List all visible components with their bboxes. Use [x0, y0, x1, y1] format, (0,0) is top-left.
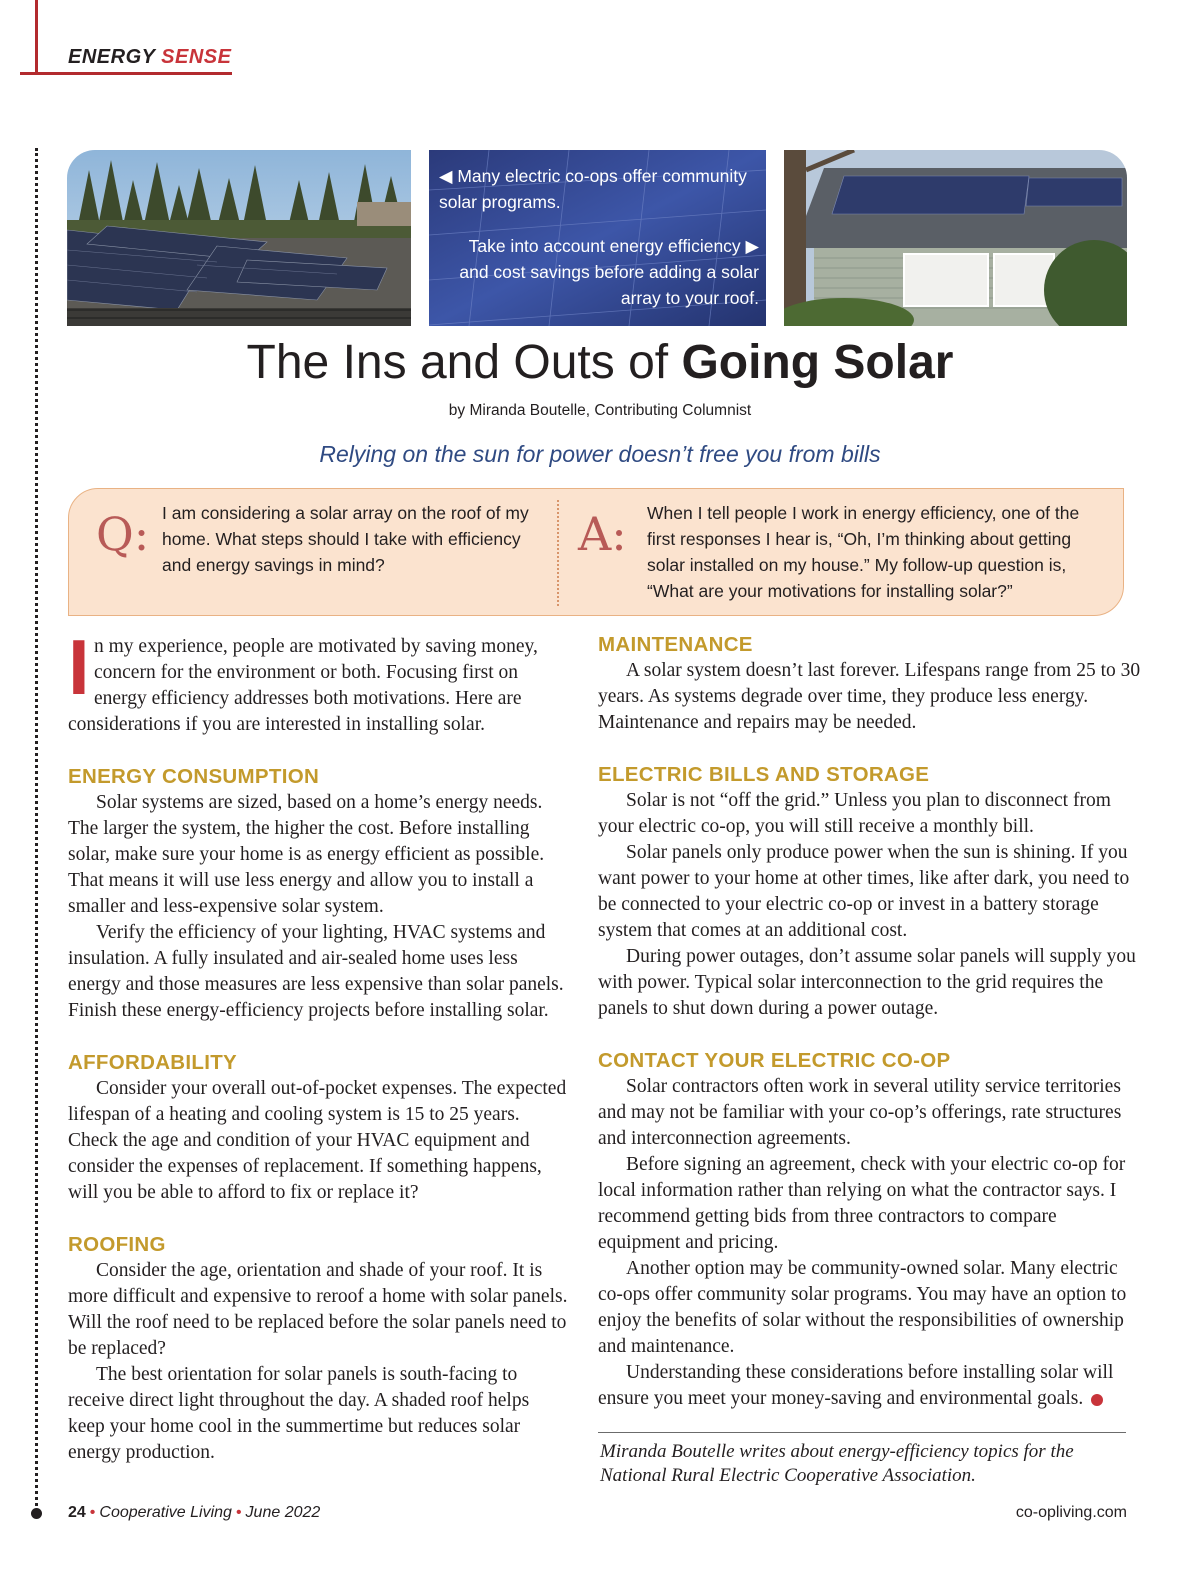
paragraph: Verify the efficiency of your lighting, HVAC systems and insulation. A fully insulated and air-sealed home uses less energy and those measures are less expensive than solar panels. Finish these energy-efficiency projects before installing solar.	[68, 922, 564, 1021]
page-number: 24	[68, 1504, 86, 1521]
section-label-b: SENSE	[161, 46, 232, 68]
section-label	[68, 46, 231, 69]
heading-energy-consumption: ENERGY CONSUMPTION	[68, 765, 320, 788]
paragraph: Consider your overall out-of-pocket expenses. The expected lifespan of a heating and cooling system is 15 to 25 years. Check the age and condition of your HVAC equipment and consider the expenses of replacement. If something happens, will you be able to afford to fix or replace it?	[68, 1078, 567, 1203]
heading-contact-coop: CONTACT YOUR ELECTRIC CO-OP	[598, 1049, 951, 1072]
title-bold: Going Solar	[681, 336, 954, 389]
paragraph: Another option may be community-owned solar. Many electric co-ops offer community solar programs. You may have an option to enjoy the benefits of solar without the responsibilities of ownership and maintenance.	[598, 1258, 1127, 1357]
answer-text: When I tell people I work in energy efficiency, one of the first responses I hear is, “Oh, I’m thinking about getting solar installed on my house.” My follow-up question is, “What are your motivations for installing solar?”	[647, 503, 1080, 601]
question-text: I am considering a solar array on the roof of my home. What steps should I take with efficiency and energy savings in mind?	[162, 503, 529, 575]
intro-paragraph	[68, 623, 568, 738]
final-paragraph-text: Understanding these considerations before installing solar will ensure you meet your money-saving and environmental goals.	[598, 1362, 1114, 1409]
header-rule-horizontal	[20, 72, 232, 75]
title-plain: The Ins and Outs of	[246, 336, 682, 389]
paragraph: During power outages, don’t assume solar panels will supply you with power. Typical solar interconnection to the grid requires the panels to shut down during a power outage.	[598, 946, 1136, 1019]
magazine-name: Cooperative Living	[99, 1504, 232, 1521]
final-paragraph	[598, 1360, 1143, 1412]
qa-divider	[557, 500, 559, 606]
body-column-left	[68, 623, 568, 1466]
article-title	[0, 335, 1200, 390]
header-rule-vertical	[35, 0, 38, 75]
paragraph: Solar systems are sized, based on a home’s energy needs. The larger the system, the higher the cost. Before installing solar, make sure your home is as energy efficient as possible. That means it will use less energy and allow you to install a smaller and less-expensive solar system.	[68, 792, 545, 917]
byline: by Miranda Boutelle, Contributing Columnist	[448, 402, 752, 419]
bio-rule	[598, 1432, 1126, 1433]
photo-house-roof	[784, 150, 1127, 326]
question-mark-label: Q:	[96, 507, 150, 561]
paragraph: Before signing an agreement, check with your electric co-op for local information rather than relying on what the contractor says. I recommend getting bids from three contractors to compare equipment and pricing.	[598, 1154, 1126, 1253]
paragraph: Consider the age, orientation and shade of your roof. It is more difficult and expensive to reroof a home with solar panels. Will the roof need to be replaced before the solar panels need to be replaced?	[68, 1260, 568, 1359]
footer-folio	[68, 1504, 320, 1522]
answer-mark-label: A:	[578, 507, 627, 561]
paragraph: The best orientation for solar panels is south-facing to receive direct light throughout the day. A shaded roof helps keep your home cool in the summertime but reduces solar energy production.	[68, 1364, 530, 1463]
section-label-a: ENERGY	[68, 46, 156, 68]
heading-bills-storage: ELECTRIC BILLS AND STORAGE	[598, 763, 930, 786]
heading-maintenance: MAINTENANCE	[598, 633, 753, 656]
intro-text: n my experience, people are motivated by saving money, concern for the environment or both. Focusing first on energy efficiency addresses both motivations. Here are considerations if you are interested in installing solar.	[68, 636, 538, 735]
footer-separator: •	[235, 1504, 242, 1521]
margin-rule-end-dot	[31, 1508, 42, 1519]
paragraph: Solar panels only produce power when the sun is shining. If you want power to your home at other times, like after dark, you need to be connected to your electric co-op or invest in a battery storage system that comes at an additional cost.	[598, 842, 1130, 941]
author-bio: Miranda Boutelle writes about energy-efficiency topics for the National Rural Electric Cooperative Association.	[600, 1441, 1074, 1486]
photo-solar-farm	[67, 150, 411, 326]
drop-cap-letter: I	[68, 623, 90, 711]
paragraph: Solar contractors often work in several utility service territories and may not be familiar with your co-op’s offerings, rate structures and interconnection agreements.	[598, 1076, 1122, 1149]
drop-cap	[68, 623, 90, 711]
issue-date: June 2022	[245, 1504, 321, 1521]
photo-caption-2: Take into account energy efficiency ▶ and cost savings before adding a solar array to your roof.	[459, 236, 759, 308]
deck: Relying on the sun for power doesn’t free you from bills	[319, 441, 881, 467]
paragraph: A solar system doesn’t last forever. Lifespans range from 25 to 30 years. As systems degrade over time, they produce less energy. Maintenance and repairs may be needed.	[598, 660, 1141, 733]
heading-roofing: ROOFING	[68, 1233, 166, 1256]
body-column-right	[598, 632, 1143, 1412]
footer-website: co-opliving.com	[1015, 1504, 1127, 1521]
paragraph: Solar is not “off the grid.” Unless you plan to disconnect from your electric co-op, you will still receive a monthly bill.	[598, 790, 1111, 837]
heading-affordability: AFFORDABILITY	[68, 1051, 238, 1074]
footer-separator: •	[89, 1504, 96, 1521]
photo-caption-1: ◀ Many electric co-ops offer community solar programs.	[439, 166, 747, 212]
end-mark-dot	[1091, 1394, 1103, 1406]
